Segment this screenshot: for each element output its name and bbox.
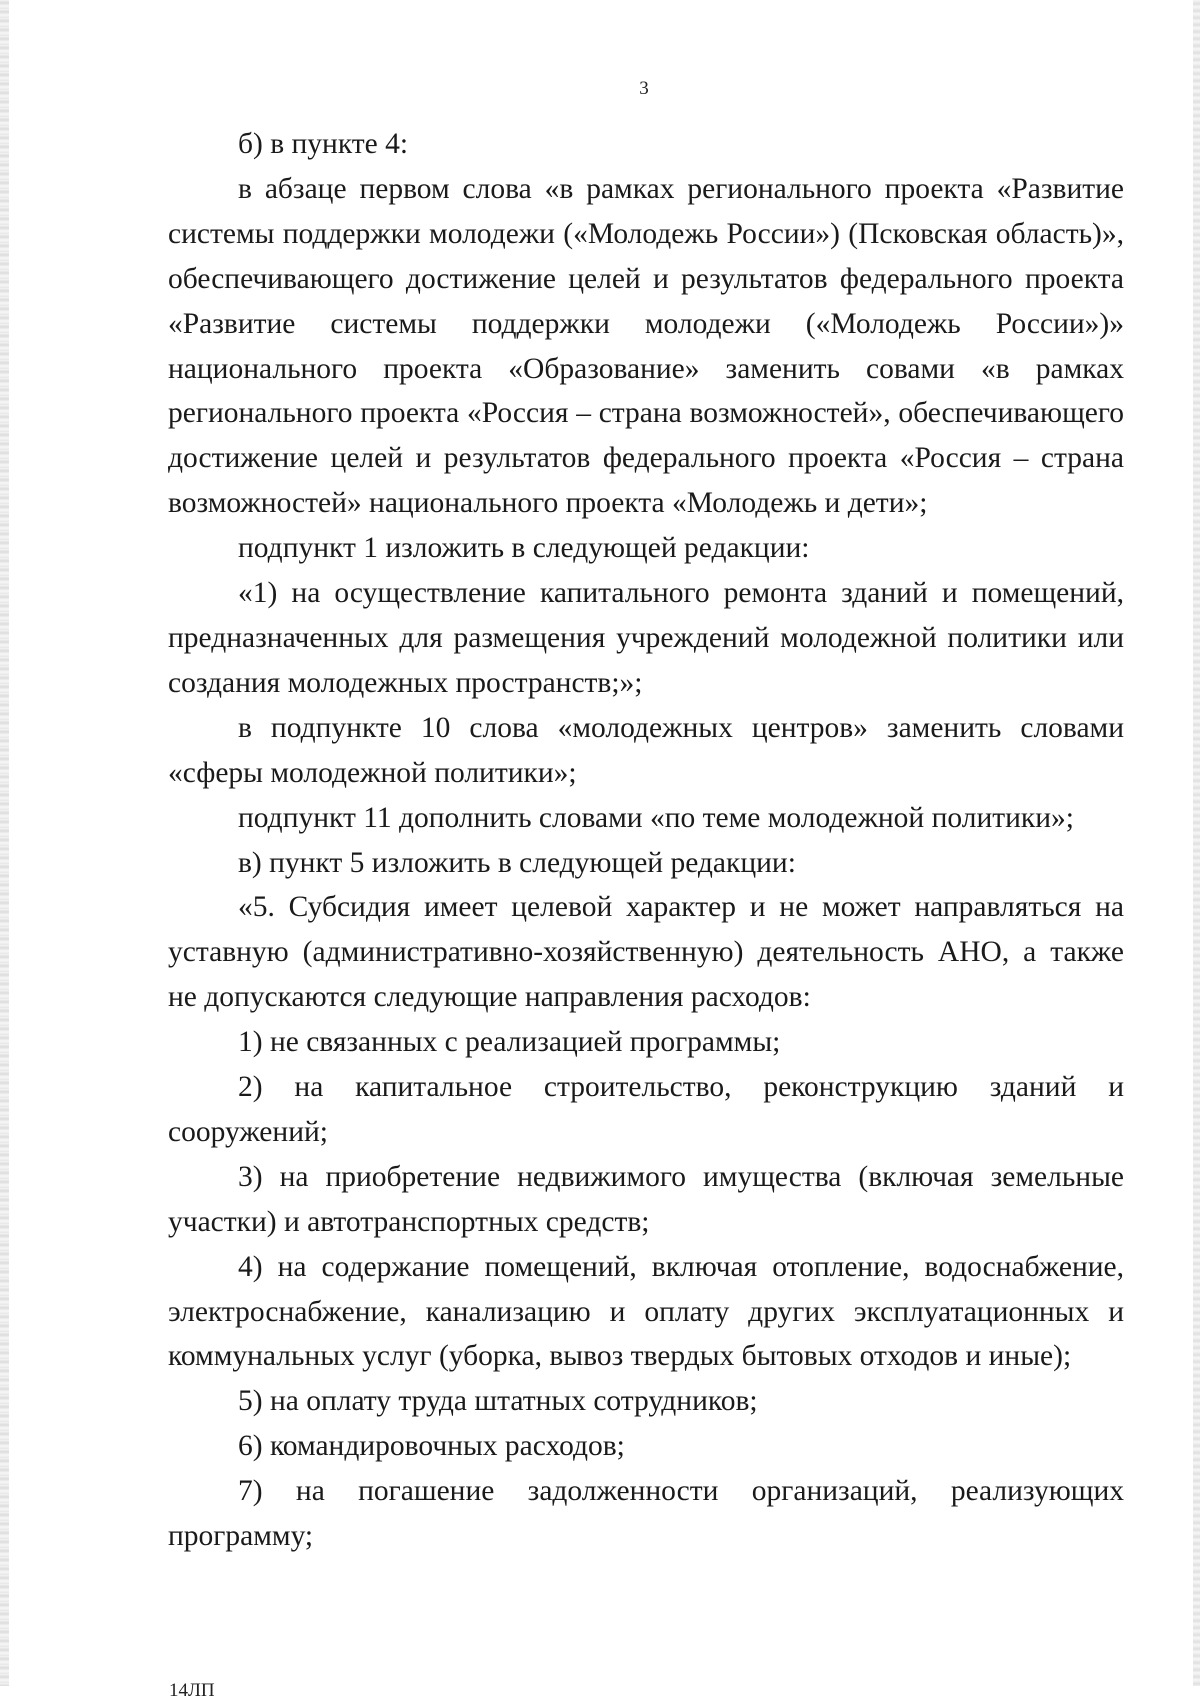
paragraph: подпункт 11 дополнить словами «по теме молодежной политики»; <box>238 801 1074 834</box>
scan-edge-right <box>1193 0 1200 1686</box>
paragraph: «1) на осуществление капитального ремонта зданий и помещений, предназначенных для размещения учреждений молодежной политики или создания молодежных пространств;»; <box>168 577 1124 699</box>
paragraph: в подпункте 10 слова «молодежных центров» заменить словами «сферы молодежной политики»; <box>168 711 1124 789</box>
document-body <box>168 122 1124 1559</box>
paragraph: 4) на содержание помещений, включая отопление, водоснабжение, электроснабжение, канализацию и оплату других эксплуатационных и коммунальных услуг (уборка, вывоз твердых бытовых отходов и иные); <box>168 1250 1124 1373</box>
scan-edge-left <box>0 0 9 1686</box>
paragraph: 1) не связанных с реализацией программы; <box>238 1026 781 1059</box>
paragraph: «5. Субсидия имеет целевой характер и не может направляться на уставную (административно-хозяйственную) деятельность АНО, а также не допускаются следующие направления расходов: <box>168 891 1124 1014</box>
paragraph: в) пункт 5 изложить в следующей редакции: <box>238 846 796 879</box>
paragraph: в абзаце первом слова «в рамках регионального проекта «Развитие системы поддержки молодежи («Молодежь России») (Псковская область)», обеспечивающего достижение целей и результатов федерального проекта «Развитие системы поддержки молодежи («Молодежь России»)» национального проекта «Образование» заменить совами «в рамках регионального проекта «Россия – страна возможностей», обеспечивающего достижение целей и результатов федерального проекта «Россия – страна возможностей» национального проекта «Молодежь и дети»; <box>168 172 1124 520</box>
paragraph: 7) на погашение задолженности организаций, реализующих программу; <box>168 1475 1124 1553</box>
footer-code: 14ЛП <box>169 1680 215 1701</box>
page-number: 3 <box>639 78 649 99</box>
paragraph: 6) командировочных расходов; <box>238 1430 625 1463</box>
paragraph: 3) на приобретение недвижимого имущества (включая земельные участки) и автотранспортных средств; <box>168 1160 1124 1238</box>
paragraph: 5) на оплату труда штатных сотрудников; <box>238 1385 758 1418</box>
paragraph: б) в пункте 4: <box>238 128 409 160</box>
paragraph: 2) на капитальное строительство, реконструкцию зданий и сооружений; <box>168 1071 1124 1148</box>
paragraph: подпункт 1 изложить в следующей редакции: <box>238 532 810 565</box>
